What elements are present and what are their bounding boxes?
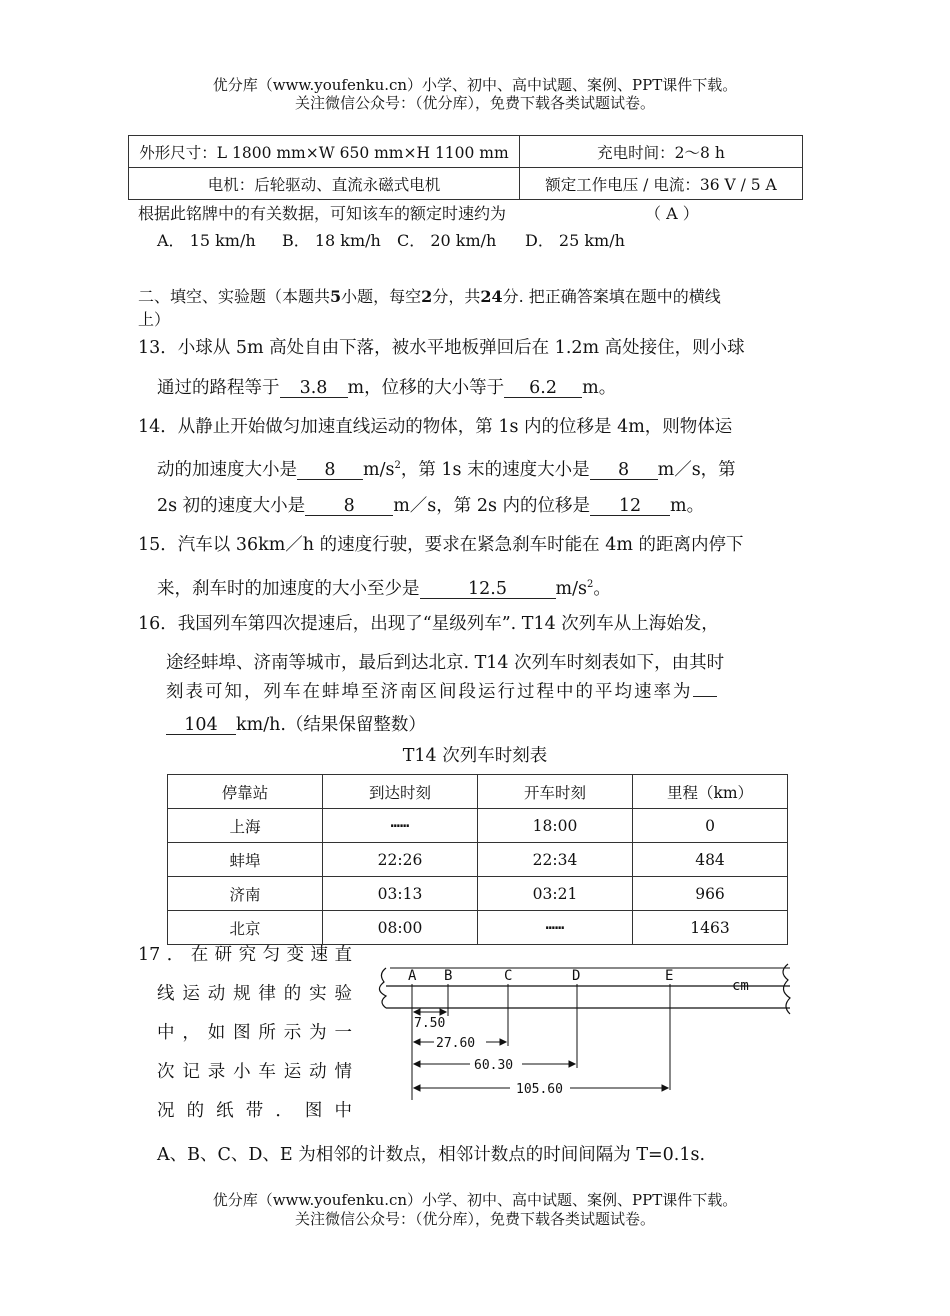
table-cell: 上海: [168, 809, 323, 843]
timetable-title: T14 次列车时刻表: [402, 746, 548, 766]
distance-ad: 60.30: [474, 1058, 514, 1073]
table-row: [168, 911, 788, 945]
q14-answer-3: 8: [305, 497, 393, 516]
q16-text-4: km/h.（结果保留整数）: [236, 715, 426, 735]
section2-points: 2: [421, 287, 433, 306]
footer-line-1: 优分库（www.youfenku.cn）小学、初中、高中试题、案例、PPT课件下载。: [212, 1191, 738, 1209]
unit-label: cm: [732, 978, 749, 994]
table-cell: 22:34: [478, 843, 633, 877]
q14-answer-4: 12: [590, 497, 670, 516]
q16-line-1: 16．我国列车第四次提速后，出现了“星级列车”. T14 次列车从上海始发，: [138, 614, 719, 634]
point-label-d: D: [572, 968, 581, 984]
q14-line-3: [157, 495, 704, 517]
q15-line-1: 15．汽车以 36km／h 的速度行驶，要求在紧急刹车时能在 4m 的距离内停下: [138, 535, 744, 555]
table-cell: 18:00: [478, 809, 633, 843]
q12-answer: （ A ）: [645, 204, 699, 223]
table-cell: 03:13: [323, 877, 478, 911]
q16-line-4: [166, 714, 426, 736]
distance-ae: 105.60: [516, 1082, 563, 1097]
section2-title-c: 分，共: [432, 287, 481, 306]
header-cell: 停靠站: [168, 775, 323, 809]
header-line-1: 优分库（www.youfenku.cn）小学、初中、高中试题、案例、PPT课件下载。: [212, 76, 738, 94]
table-cell: 22:26: [323, 843, 478, 877]
point-label-b: B: [444, 968, 453, 984]
table-cell: 03:21: [478, 877, 633, 911]
point-label-c: C: [504, 968, 513, 984]
footer-line-2: 关注微信公众号：（优分库），免费下载各类试题试卷。: [294, 1210, 655, 1228]
q13-text-a: 通过的路程等于: [157, 378, 280, 398]
spec-voltage-current: 额定工作电压 / 电流：36 V / 5 A: [520, 168, 803, 200]
section2-title-end: 上）: [138, 310, 171, 329]
timetable-header: [168, 775, 788, 809]
q12-stem: 根据此铭牌中的有关数据，可知该车的额定时速约为: [138, 204, 507, 223]
q15-text-c: 。: [593, 578, 611, 599]
paper-tape-figure: [370, 960, 800, 1105]
q14-text-e: 2s 初的速度大小是: [157, 496, 306, 516]
option-a: A． 15 km/h: [157, 231, 256, 250]
header-cell: 开车时刻: [478, 775, 633, 809]
q15-sup: 2: [586, 579, 594, 590]
q12-options: [157, 230, 625, 252]
point-label-a: A: [408, 968, 417, 984]
q16-blank-start: [693, 696, 717, 697]
table-cell: ┅┅: [478, 911, 633, 945]
q16-line-2: 途经蚌埠、济南等城市，最后到达北京. T14 次列车时刻表如下，由其时: [166, 653, 725, 673]
section2-title: [138, 286, 721, 308]
distance-ac: 27.60: [436, 1036, 476, 1051]
q13-line-2: [157, 377, 616, 399]
option-b: B． 18 km/h: [282, 231, 381, 250]
q14-line-2: [157, 455, 736, 481]
header-line-2: 关注微信公众号：（优分库），免费下载各类试题试卷。: [294, 94, 655, 112]
q13-text-b: m，位移的大小等于: [347, 378, 505, 398]
q17-line-4: 次记录小车运动情: [157, 1062, 352, 1082]
header-cell: 到达时刻: [323, 775, 478, 809]
section2-title-b: 小题，每空: [341, 287, 422, 306]
option-c: C． 20 km/h: [397, 231, 497, 250]
spec-motor: 电机：后轮驱动、直流永磁式电机: [129, 168, 520, 200]
q14-text-f: m／s，第 2s 内的位移是: [393, 496, 591, 516]
q13-answer-2: 6.2: [504, 379, 582, 398]
q13-line-1: 13．小球从 5m 高处自由下落，被水平地板弹回后在 1.2m 高处接住，则小球: [138, 338, 745, 358]
q14-answer-1: 8: [297, 461, 363, 480]
q17-line-3: 中，如图所示为一: [157, 1023, 352, 1043]
q14-line-1: 14．从静止开始做匀加速直线运动的物体，第 1s 内的位移是 4m，则物体运: [138, 417, 733, 437]
q14-text-c: ，第 1s 末的速度大小是: [400, 459, 590, 480]
option-d: D． 25 km/h: [525, 231, 625, 250]
q14-text-a: 动的加速度大小是: [157, 459, 297, 480]
arrow-ab: [414, 1009, 446, 1015]
table-cell: 北京: [168, 911, 323, 945]
q16-line-3: [166, 681, 811, 703]
section2-title-a: 二、填空、实验题（本题共: [138, 287, 331, 306]
q14-sup: 2: [394, 460, 401, 471]
table-cell: 08:00: [323, 911, 478, 945]
q16-answer: 104: [166, 716, 236, 735]
spec-dimensions: 外形尺寸：L 1800 mm×W 650 mm×H 1100 mm: [129, 136, 520, 168]
q14-unit-a: m/s: [363, 459, 395, 480]
q15-line-2: [157, 574, 611, 600]
distance-ab: 7.50: [414, 1016, 446, 1031]
table-row: [168, 843, 788, 877]
table-cell: 1463: [633, 911, 788, 945]
tape-left-tear: [379, 968, 386, 1008]
section2-total: 24: [480, 287, 503, 306]
q17-line-2: 线运动规律的实验: [157, 984, 352, 1004]
q17-line-5: 况的纸带．图中: [157, 1101, 352, 1121]
table-row: [168, 877, 788, 911]
section2-count: 5: [330, 287, 342, 306]
q15-text-a: 来，刹车时的加速度的大小至少是: [157, 578, 420, 599]
table-cell: 484: [633, 843, 788, 877]
table-cell: ┅┅: [323, 809, 478, 843]
q15-unit: m/s: [555, 578, 587, 599]
timetable: [167, 774, 788, 945]
spec-charge-time: 充电时间：2～8 h: [520, 136, 803, 168]
table-cell: 蚌埠: [168, 843, 323, 877]
q13-text-c: m。: [582, 378, 617, 398]
section2-title-d: 分. 把正确答案填在题中的横线: [502, 287, 721, 306]
tape-right-tear: [783, 964, 790, 1014]
point-label-e: E: [665, 968, 674, 984]
spec-table: [128, 135, 803, 200]
q14-text-d: m／s，第: [657, 459, 736, 480]
q16-text-3: 刻表可知，列车在蚌埠至济南区间段运行过程中的平均速率为: [166, 682, 693, 702]
table-cell: 济南: [168, 877, 323, 911]
header-cell: 里程（km）: [633, 775, 788, 809]
q17-line-1: 17．在研究匀变速直: [138, 945, 352, 965]
q13-answer-1: 3.8: [280, 379, 348, 398]
table-row: [168, 809, 788, 843]
q14-text-g: m。: [670, 496, 705, 516]
table-cell: 0: [633, 809, 788, 843]
q15-answer: 12.5: [420, 580, 556, 599]
table-cell: 966: [633, 877, 788, 911]
q14-answer-2: 8: [590, 461, 658, 480]
q17-line-6: A、B、C、D、E 为相邻的计数点，相邻计数点的时间间隔为 T=0.1s.: [157, 1145, 706, 1165]
